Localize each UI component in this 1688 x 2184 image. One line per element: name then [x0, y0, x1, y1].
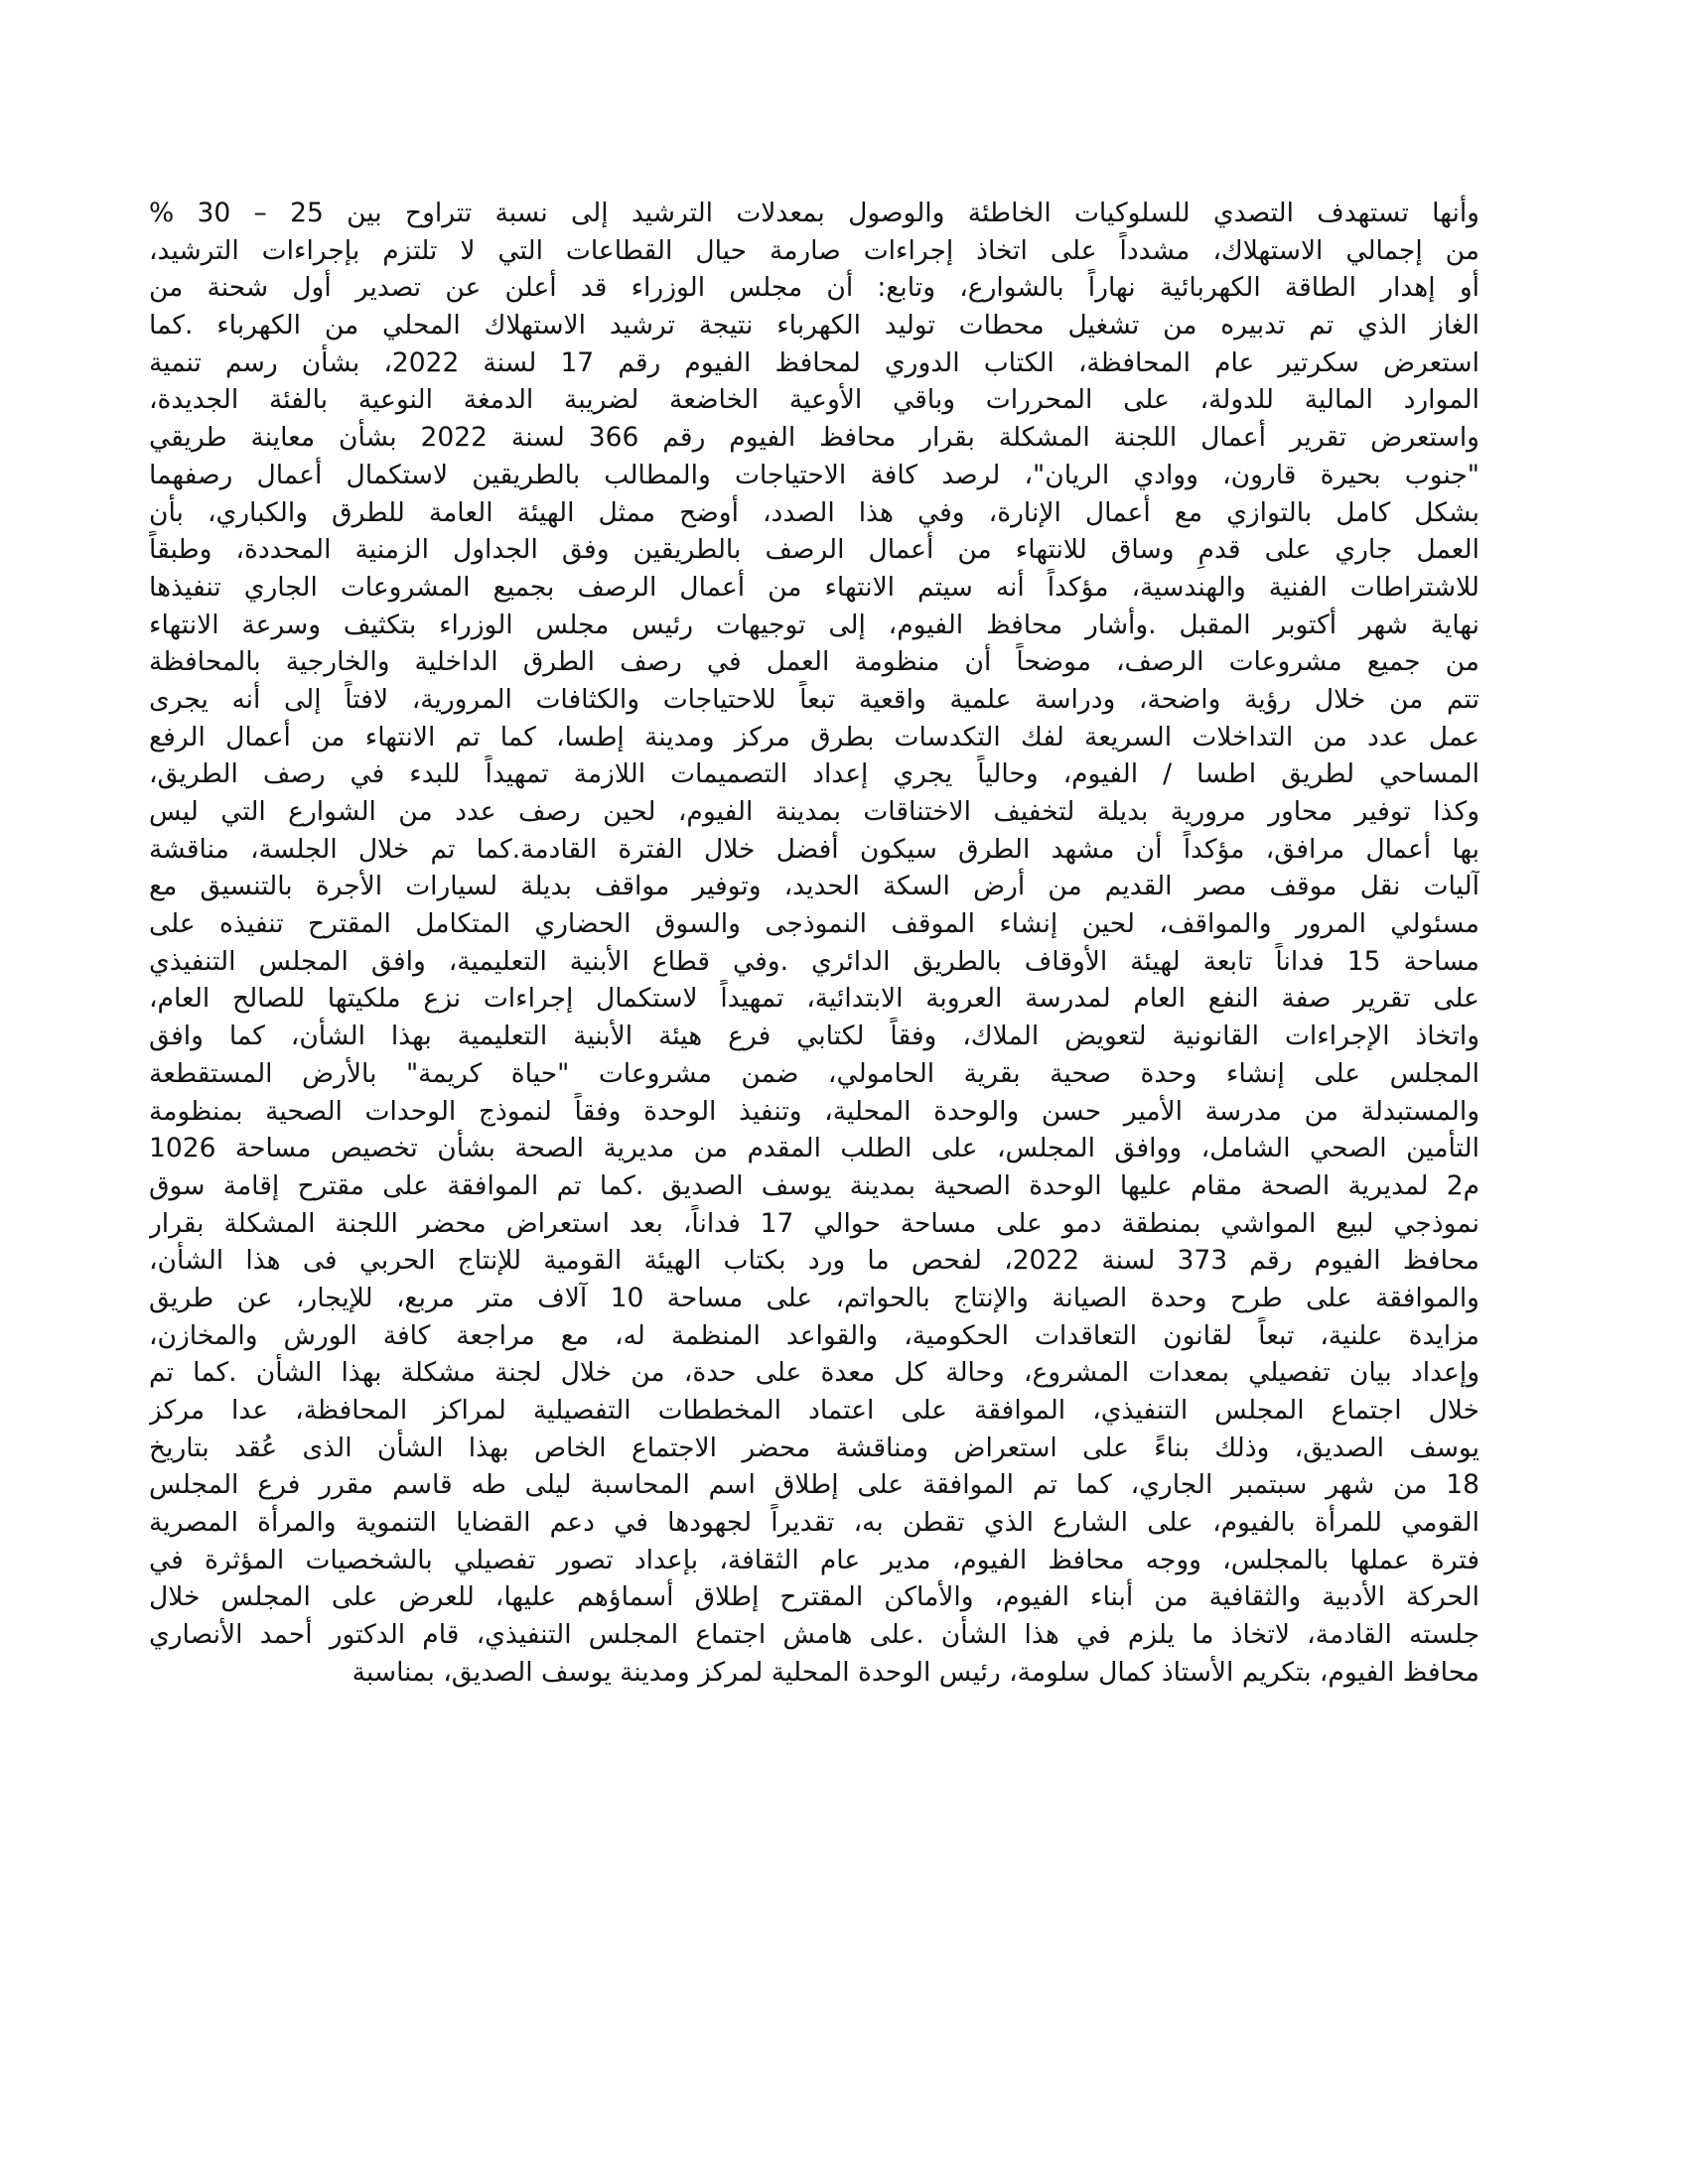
text-line: وكذا توفير محاور مرورية بديلة لتخفيف الاختناقات بمدينة الفيوم، لحين رصف عدد من الشوارع التي ليس [149, 796, 1479, 827]
text-line: بشكل كامل بالتوازي مع أعمال الإنارة، وفي هذا الصدد، أوضح ممثل الهيئة العامة للطرق والكباري، بأن [149, 496, 1479, 528]
text-line: محافظ الفيوم رقم 373 لسنة 2022، لفحص ما ورد بكتاب الهيئة القومية للإنتاج الحربي فى هذا الشأن، [149, 1245, 1479, 1277]
text-line: المساحي لطريق اطسا / الفيوم، وحالياً يجري إعداد التصميمات اللازمة تمهيداً للبدء في رصف الطريق، [149, 758, 1479, 790]
text-line: نموذجي لبيع المواشي بمنطقة دمو على مساحة حوالي 17 فداناً، بعد استعراض محضر اللجنة المشكلة بقرار [149, 1207, 1479, 1239]
text-line: للاشتراطات الفنية والهندسية، مؤكداً أنه سيتم الانتهاء من أعمال الرصف بجميع المشروعات الجاري تنفيذها [149, 571, 1479, 603]
text-line: محافظ الفيوم، بتكريم الأستاذ كمال سلومة، رئيس الوحدة المحلية لمركز ومدينة يوسف الصديق، بمناسبة [352, 1656, 1479, 1688]
text-line: المجلس على إنشاء وحدة صحية بقرية الحامولي، ضمن مشروعات "حياة كريمة" بالأرض المستقطعة [149, 1057, 1479, 1089]
text-line: واستعرض تقرير أعمال اللجنة المشكلة بقرار محافظ الفيوم رقم 366 لسنة 2022 بشأن معاينة طريقي [149, 422, 1479, 454]
text-line: واتخاذ الإجراءات القانونية لتعويض الملاك، وفقاً لكتابي فرع هيئة الأبنية التعليمية بهذا الشأن، كما وافق [149, 1021, 1479, 1052]
text-line: على تقرير صفة النفع العام لمدرسة العروبة الابتدائية، تمهيداً لاستكمال إجراءات نزع ملكيتها للصالح العام، [149, 983, 1479, 1015]
text-line: آليات نقل موقف مصر القديم من أرض السكة الحديد، وتوفير مواقف بديلة لسيارات الأجرة بالتنسيق مع [149, 871, 1479, 902]
text-line: تتم من خلال رؤية واضحة، ودراسة علمية واقعية تبعاً للاحتياجات والكثافات المرورية، لافتاً إلى أنه يجرى [149, 683, 1479, 715]
text-line: التأمين الصحي الشامل، ووافق المجلس، على الطلب المقدم من مديرية الصحة بشأن تخصيص مساحة 1026 [149, 1133, 1479, 1164]
text-line: الموارد المالية للدولة، على المحررات وباقي الأوعية الخاضعة لضريبة الدمغة النوعية بالفئة الجديدة، [149, 384, 1479, 416]
text-line: وإعداد بيان تفصيلي بمعدات المشروع، وحالة كل معدة على حدة، من خلال لجنة مشكلة بهذا الشأن .كما تم [149, 1357, 1479, 1389]
text-line: نهاية شهر أكتوبر المقبل .وأشار محافظ الفيوم، إلى توجيهات رئيس مجلس الوزراء بتكثيف وسرعة الانتهاء [149, 609, 1479, 640]
text-line: القومي للمرأة بالفيوم، على الشارع الذي تقطن به، تقديراً لجهودها في دعم القضايا التنموية والمرأة المصرية [149, 1507, 1479, 1539]
text-line: يوسف الصديق، وذلك بناءً على استعراض ومناقشة محضر الاجتماع الخاص بهذا الشأن الذى عُقد بتاريخ [149, 1432, 1479, 1463]
text-line: بها أعمال مرافق، مؤكداً أن مشهد الطرق سيكون أفضل خلال الفترة القادمة.كما تم خلال الجلسة، مناقشة [149, 833, 1479, 865]
text-line: أو إهدار الطاقة الكهربائية نهاراً بالشوارع، وتابع: أن مجلس الوزراء قد أعلن عن تصدير أول شحنة من [149, 272, 1479, 304]
text-line: استعرض سكرتير عام المحافظة، الكتاب الدوري لمحافظ الفيوم رقم 17 لسنة 2022، بشأن رسم تنمية [149, 346, 1479, 378]
text-line: "جنوب بحيرة قارون، ووادي الريان"، لرصد كافة الاحتياجات والمطالب بالطريقين لاستكمال أعمال رصفهما [149, 459, 1479, 490]
text-line: والموافقة على طرح وحدة الصيانة والإنتاج بالحواتم، على مساحة 10 آلاف متر مربع، للإيجار، عن طريق [149, 1282, 1479, 1313]
text-line: 18 من شهر سبتمبر الجاري، كما تم الموافقة على إطلاق اسم المحاسبة ليلى طه قاسم مقرر فرع المجلس [149, 1469, 1479, 1501]
text-line: خلال اجتماع المجلس التنفيذي، الموافقة على اعتماد المخططات التفصيلية لمراكز المحافظة، عدا مركز [149, 1395, 1479, 1426]
text-line: فترة عملها بالمجلس، ووجه محافظ الفيوم، مدير عام الثقافة، بإعداد تصور تفصيلي بالشخصيات المؤثرة في [149, 1544, 1479, 1575]
text-line: عمل عدد من التداخلات السريعة لفك التكدسات بطرق مركز ومدينة إطسا، كما تم الانتهاء من أعمال الرفع [149, 721, 1479, 752]
text-line: م2 لمديرية الصحة مقام عليها الوحدة الصحية بمدينة يوسف الصديق .كما تم الموافقة على مقترح إقامة سوق [149, 1169, 1479, 1201]
text-line: جلسته القادمة، لاتخاذ ما يلزم في هذا الشأن .على هامش اجتماع المجلس التنفيذي، قام الدكتور أحمد الأنصاري [149, 1619, 1479, 1651]
document-page [149, 195, 1479, 2081]
text-line: العمل جاري على قدمٍ وساق للانتهاء من أعمال الرصف بالطريقين وفق الجداول الزمنية المحددة، وطبقاً [149, 534, 1479, 566]
text-line: الغاز الذي تم تدبيره من تشغيل محطات توليد الكهرباء نتيجة ترشيد الاستهلاك المحلي من الكهرباء .كما [149, 310, 1479, 341]
text-line: وأنها تستهدف التصدي للسلوكيات الخاطئة والوصول بمعدلات الترشيد إلى نسبة تتراوح بين 25 – 30 % [149, 198, 1479, 228]
text-line: مساحة 15 فداناً تابعة لهيئة الأوقاف بالطريق الدائري .وفي قطاع الأبنية التعليمية، وافق المجلس التنفيذي [149, 945, 1479, 977]
text-line: الحركة الأدبية والثقافية من أبناء الفيوم، والأماكن المقترح إطلاق أسماؤهم عليها، للعرض على المجلس خلال [149, 1581, 1479, 1613]
text-line: مزايدة علنية، تبعاً لقانون التعاقدات الحكومية، والقواعد المنظمة له، مع مراجعة كافة الورش والمخازن، [149, 1319, 1479, 1351]
text-line: من جميع مشروعات الرصف، موضحاً أن منظومة العمل في رصف الطرق الداخلية والخارجية بالمحافظة [149, 646, 1479, 678]
text-line: مسئولي المرور والمواقف، لحين إنشاء الموقف النموذجى والسوق الحضاري المتكامل المقترح تنفيذه على [149, 908, 1479, 940]
text-line: من إجمالي الاستهلاك، مشدداً على اتخاذ إجراءات صارمة حيال القطاعات التي لا تلتزم بإجراءات الترشيد، [149, 234, 1479, 266]
text-line: والمستبدلة من مدرسة الأمير حسن والوحدة المحلية، وتنفيذ الوحدة وفقاً لنموذج الوحدات الصحية بمنظومة [149, 1095, 1479, 1127]
